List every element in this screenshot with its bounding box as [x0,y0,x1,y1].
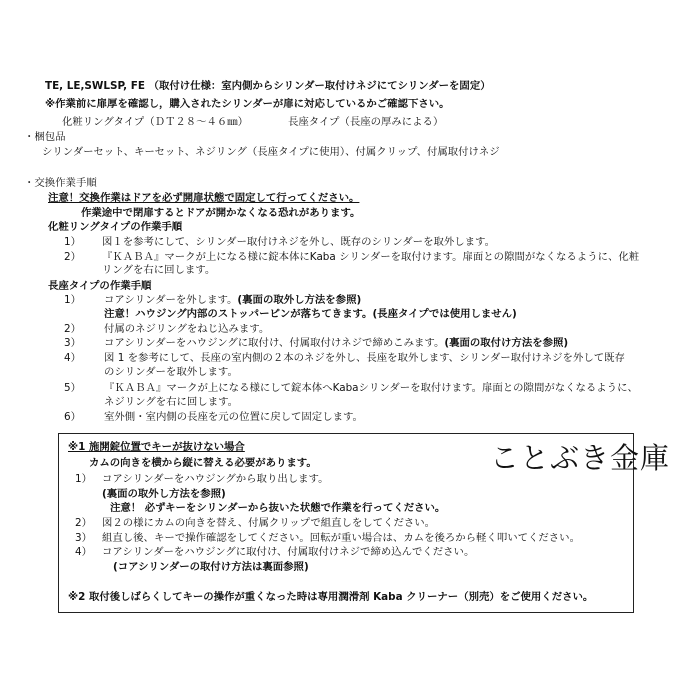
type-ring: 化粧リングタイプ（ＤＴ２８～４６㎜） [62,116,249,128]
long-step-5-num: 5） [64,382,82,394]
note-step-3-num: 3） [75,532,93,544]
warning-line: ※作業前に扉厚を確認し，購入されたシリンダーが扉に対応しているかご確認下さい。 [45,98,450,110]
long-step-1 [104,294,361,307]
long-step-6-text: 室外側・室内側の長座を元の位置に戻して固定します。 [104,411,363,423]
long-step-6-num: 6） [64,411,82,423]
note-step-1-caution: 注意！ 必ずキーをシリンダーから抜いた状態で作業を行ってください。 [110,502,446,514]
note-step-3-text: 組直し後、キーで操作確認をしてください。回転が重い場合は、カムを後ろから軽く叩いてください。 [102,532,580,544]
long-step-2-text: 付属のネジリングをねじ込みます。 [104,323,270,335]
note-1-intro: カムの向きを横から縦に替える必要があります。 [89,457,317,469]
note-step-1-text: コアシリンダーをハウジングから取り出します。 [102,473,329,485]
long-step-4-text: 図 1 を参考にして、長座の室内側の２本のネジを外し、長座を取外します、シリンダー取付けネジを外して既存 [104,352,625,364]
long-step-3-text: コアシリンダーをハウジングに取付け、付属取付けネジで締めこみます。 [104,337,445,349]
long-step-4-num: 4） [64,352,82,364]
models-line: TE, LE,SWLSP, FE （取付け仕様：室内側からシリンダー取付けネジにてシリンダーを固定） [45,80,491,92]
long-step-3-num: 3） [64,337,82,349]
long-step-5-text: 『ＫＡＢＡ』マークが上になる様にして錠本体へKabaシリンダーを取付けます。扉面との隙間がなくなるように、 [104,382,638,394]
long-step-5-cont: ネジリングを右に回します。 [104,396,239,408]
note-step-4-text: コアシリンダーをハウジングに取付け、付属取付けネジで締め込んでください。 [102,546,475,558]
long-step-1-ref: (裏面の取外し方法を参照) [237,294,362,306]
long-step-1-note: 注意！ハウジング内部のストッパーピンが落ちてきます。(長座タイプでは使用しません) [104,308,517,320]
ring-step-text: 図１を参考にして、シリンダー取付けネジを外し、既存のシリンダーを取外します。 [102,236,495,248]
company-stamp: ことぶき金庫 [490,441,671,475]
note-2: ※2 取付後しばらくしてキーの操作が重くなった時は専用潤滑剤 Kaba クリーナー（別売）をご使用ください。 [68,591,594,603]
procedure-caution-1: 注意！交換作業はドアを必ず開扉状態で固定して行ってください。 [48,192,360,204]
long-step-3-ref: (裏面の取付け方法を参照) [444,337,569,349]
procedure-heading: ・交換作業手順 [24,177,97,189]
contents-items: シリンダーセット、キーセット、ネジリング（長座タイプに使用）、付属クリップ、付属取付けネジ [42,146,500,158]
note-step-4-num: 4） [75,546,93,558]
long-step-3 [104,337,568,350]
ring-step-num: 1） [64,236,82,248]
procedure-caution-2: 作業途中で閉扉するとドアが開かなくなる恐れがあります。 [81,207,361,219]
note-step-1-num: 1） [75,473,93,485]
long-step-2-num: 2） [64,323,82,335]
note-step-2-text: 図２の様にカムの向きを替え、付属クリップで組直しをしてください。 [102,517,436,529]
ring-step-text: 『ＫＡＢＡ』マークが上になる様に錠本体にKaba シリンダーを取付けます。扉面との隙間がなくなるように、化粧 [102,251,640,263]
ring-heading: 化粧リングタイプの作業手順 [48,221,183,233]
long-step-1-num: 1） [64,294,82,306]
note-step-1-ref: (裏面の取外し方法を参照) [102,488,226,500]
ring-step-2-cont: リングを右に回します。 [102,264,216,276]
note-step-4-ref: (コアシリンダーの取付け方法は裏面参照) [113,561,309,573]
long-heading: 長座タイプの作業手順 [48,280,152,292]
ring-step-num: 2） [64,251,82,263]
note-step-2-num: 2） [75,517,93,529]
long-step-1-text: コアシリンダーを外します。 [104,294,238,306]
contents-heading: ・梱包品 [24,131,66,143]
note-1-title: ※1 施開錠位置でキーが抜けない場合 [68,441,245,453]
long-step-4-cont: のシリンダーを取外します。 [104,366,238,378]
type-long: 長座タイプ（長座の厚みによる） [288,116,444,128]
